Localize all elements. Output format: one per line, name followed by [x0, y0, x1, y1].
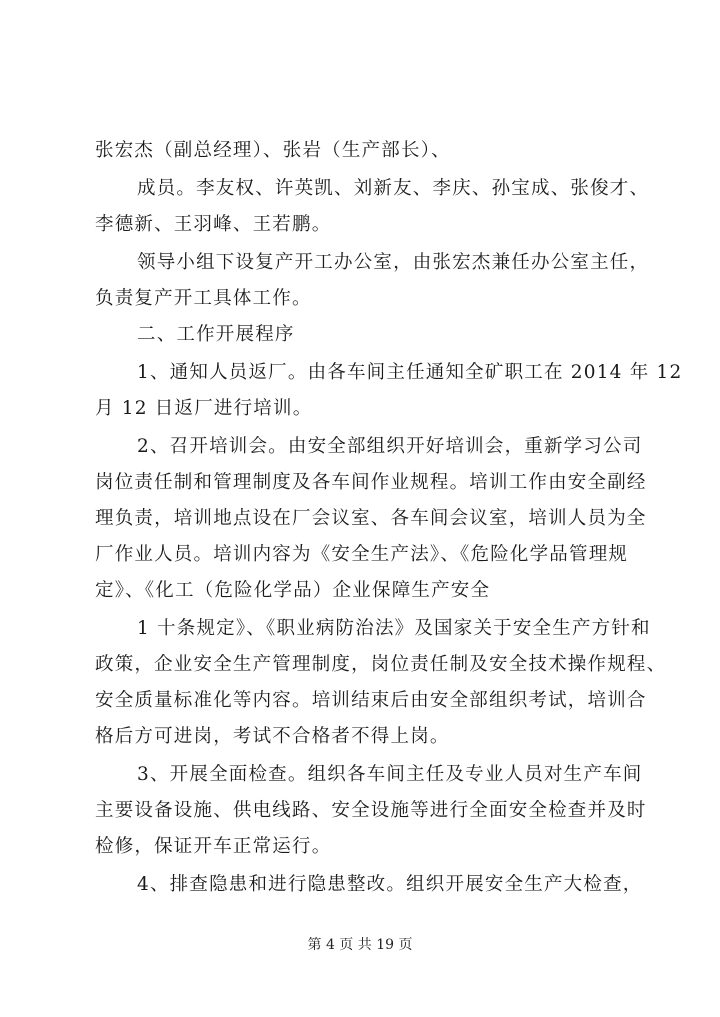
text-line: 1、通知人员返厂。由各车间主任通知全矿职工在 2014 年 12: [137, 362, 683, 383]
text-line: 检修，保证开车正常运行。: [95, 836, 332, 857]
text-line: 安全质量标准化等内容。培训结束后由安全部组织考试，培训合: [95, 690, 647, 711]
text-line: 1 十条规定》、《职业病防治法》及国家关于安全生产方针和: [137, 618, 651, 639]
text-line: 月 12 日返厂进行培训。: [95, 398, 313, 419]
text-line: 主要设备设施、供电线路、安全设施等进行全面安全检查并及时: [95, 800, 647, 821]
text-line: 4、排查隐患和进行隐患整改。组织开展安全生产大检查，: [137, 874, 643, 895]
text-line: 岗位责任制和管理制度及各车间作业规程。培训工作由安全副经: [95, 472, 647, 493]
section-heading: 二、工作开展程序: [137, 324, 295, 345]
page-number-footer: 第 4 页 共 19 页: [307, 937, 413, 953]
text-line: 负责复产开工具体工作。: [95, 288, 312, 309]
text-line: 3、开展全面检查。组织各车间主任及专业人员对生产车间: [137, 764, 643, 785]
text-line: 定》、《化工（危险化学品）企业保障生产安全: [95, 580, 491, 601]
text-line: 李德新、王羽峰、王若鹏。: [95, 214, 332, 235]
text-line: 2、召开培训会。由安全部组织开好培训会，重新学习公司: [137, 436, 643, 457]
text-line: 格后方可进岗，考试不合格者不得上岗。: [95, 726, 450, 747]
text-line: 成员。李友权、许英凯、刘新友、李庆、孙宝成、张俊才、: [137, 178, 650, 199]
text-line: 政策，企业安全生产管理制度，岗位责任制及安全技术操作规程、: [95, 654, 667, 675]
text-line: 张宏杰（副总经理）、张岩（生产部长）、: [95, 140, 451, 161]
text-line: 厂作业人员。培训内容为《安全生产法》、《危险化学品管理规: [95, 544, 629, 565]
text-line: 理负责，培训地点设在厂会议室、各车间会议室，培训人员为全: [95, 508, 647, 529]
text-line: 领导小组下设复产开工办公室，由张宏杰兼任办公室主任，: [137, 252, 650, 273]
